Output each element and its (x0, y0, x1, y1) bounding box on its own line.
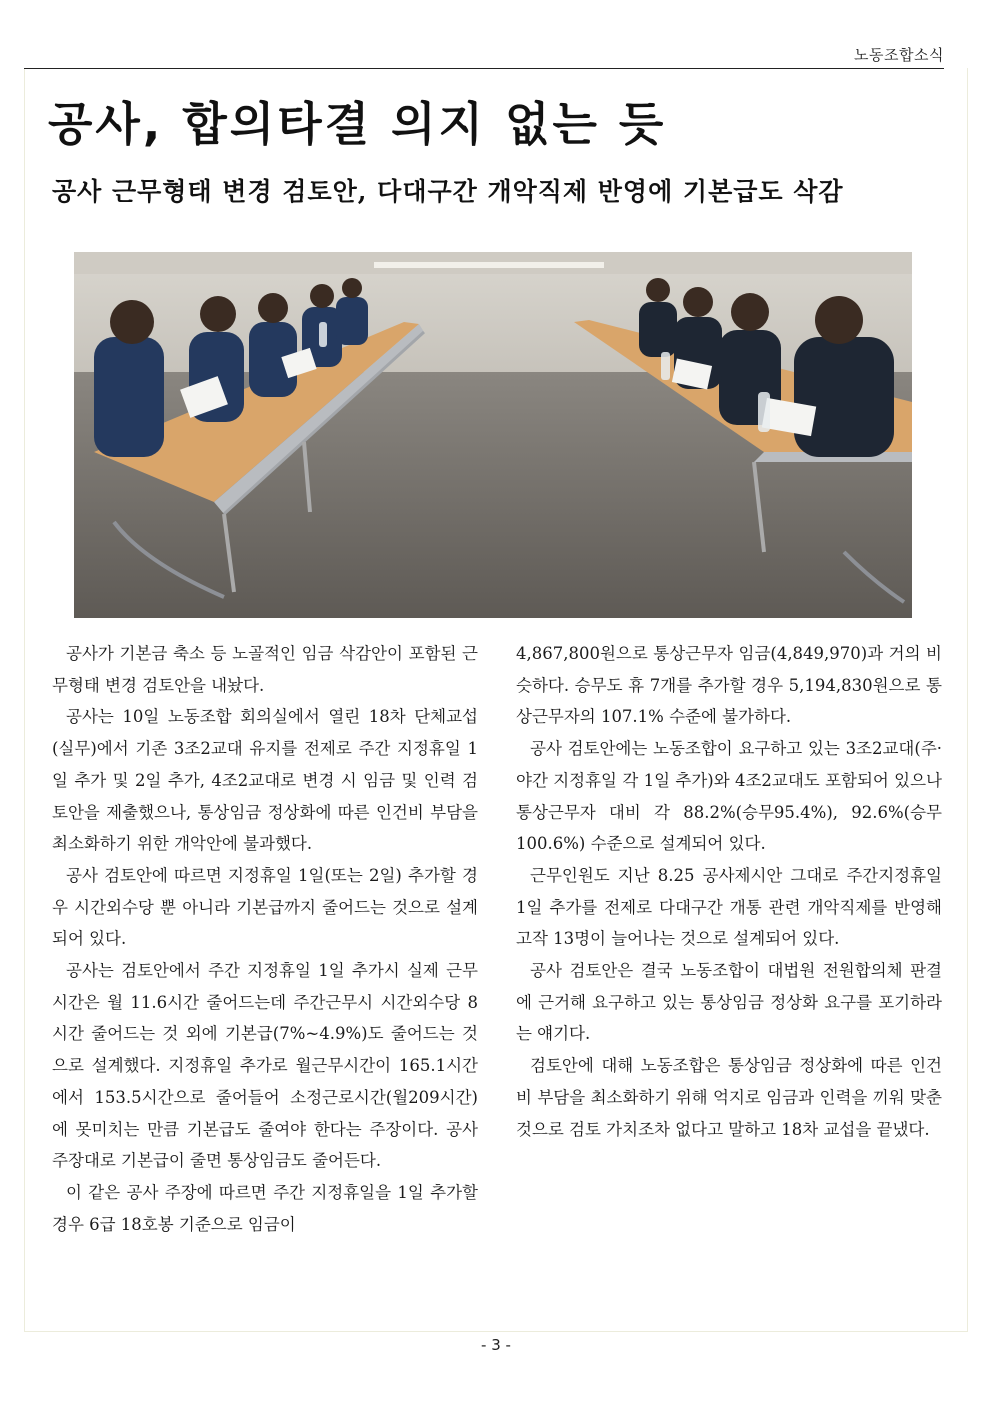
article-body-left (52, 638, 478, 1240)
body-paragraph: 근무인원도 지난 8.25 공사제시안 그대로 주간지정휴일 1일 추가를 전제로 다대구간 개통 관련 개악직제를 반영해 고작 13명이 늘어나는 것으로 설계되어 있다. (516, 865, 942, 949)
article-title: 공사, 합의타결 의지 없는 듯 (48, 97, 667, 151)
body-paragraph: 공사는 검토안에서 주간 지정휴일 1일 추가시 실제 근무시간은 월 11.6시간 줄어드는데 주간근무시 시간외수당 8시간 줄어드는 것 외에 기본급(7%~4.9%)도 줄어드는 것으로 설계했다. 지정휴일 추가로 월근무시간이 165.1시간에서 153.5시간으로 줄어들어 소정근로시간(월209시간)에 못미치는 만큼 기본급도 줄여야 한다는 주장이다. 공사 주장대로 기본급이 줄면 통상임금도 줄어든다. (52, 961, 478, 1171)
body-paragraph: 이 같은 공사 주장에 따르면 주간 지정휴일을 1일 추가할 경우 6급 18호봉 기준으로 임금이 (52, 1182, 478, 1234)
body-paragraph: 공사가 기본금 축소 등 노골적인 임금 삭감안이 포함된 근무형태 변경 검토안을 내놨다. (52, 644, 478, 695)
article-subtitle: 공사 근무형태 변경 검토안, 다대구간 개악직제 반영에 기본급도 삭감 (52, 177, 844, 206)
section-label: 노동조합소식 (854, 46, 944, 64)
meeting-photo (74, 252, 912, 618)
body-paragraph: 4,867,800원으로 통상근무자 임금(4,849,970)과 거의 비슷하다. 승무도 휴 7개를 추가할 경우 5,194,830원으로 통상근무자의 107.1% 수준에 불가하다. (516, 644, 942, 727)
body-paragraph: 검토안에 대해 노동조합은 통상임금 정상화에 따른 인건비 부담을 최소화하기 위해 억지로 임금과 인력을 끼워 맞춘 것으로 검토 가치조차 없다고 말하고 18차 교섭을 끝냈다. (516, 1056, 942, 1139)
body-paragraph: 공사 검토안에 따르면 지정휴일 1일(또는 2일) 추가할 경우 시간외수당 뿐 아니라 기본급까지 줄어드는 것으로 설계되어 있다. (52, 865, 478, 949)
header-rule (24, 68, 944, 69)
body-paragraph: 공사 검토안은 결국 노동조합이 대법원 전원합의체 판결에 근거해 요구하고 있는 통상임금 정상화 요구를 포기하라는 얘기다. (516, 961, 942, 1044)
body-paragraph: 공사는 10일 노동조합 회의실에서 열린 18차 단체교섭(실무)에서 기존 3조2교대 유지를 전제로 주간 지정휴일 1일 추가 및 2일 추가, 4조2교대로 변경 시 임금 및 인력 검토안을 제출했으나, 통상임금 정상화에 따른 인건비 부담을 최소화하기 위한 개악안에 불과했다. (52, 707, 478, 854)
body-paragraph: 공사 검토안에는 노동조합이 요구하고 있는 3조2교대(주·야간 지정휴일 각 1일 추가)와 4조2교대도 포함되어 있으나 통상근무자 대비 각 88.2%(승무95.4%), 92.6%(승무 100.6%) 수준으로 설계되어 있다. (516, 739, 942, 854)
article-body-right (516, 638, 942, 1145)
page-number: - 3 - (481, 1336, 511, 1354)
